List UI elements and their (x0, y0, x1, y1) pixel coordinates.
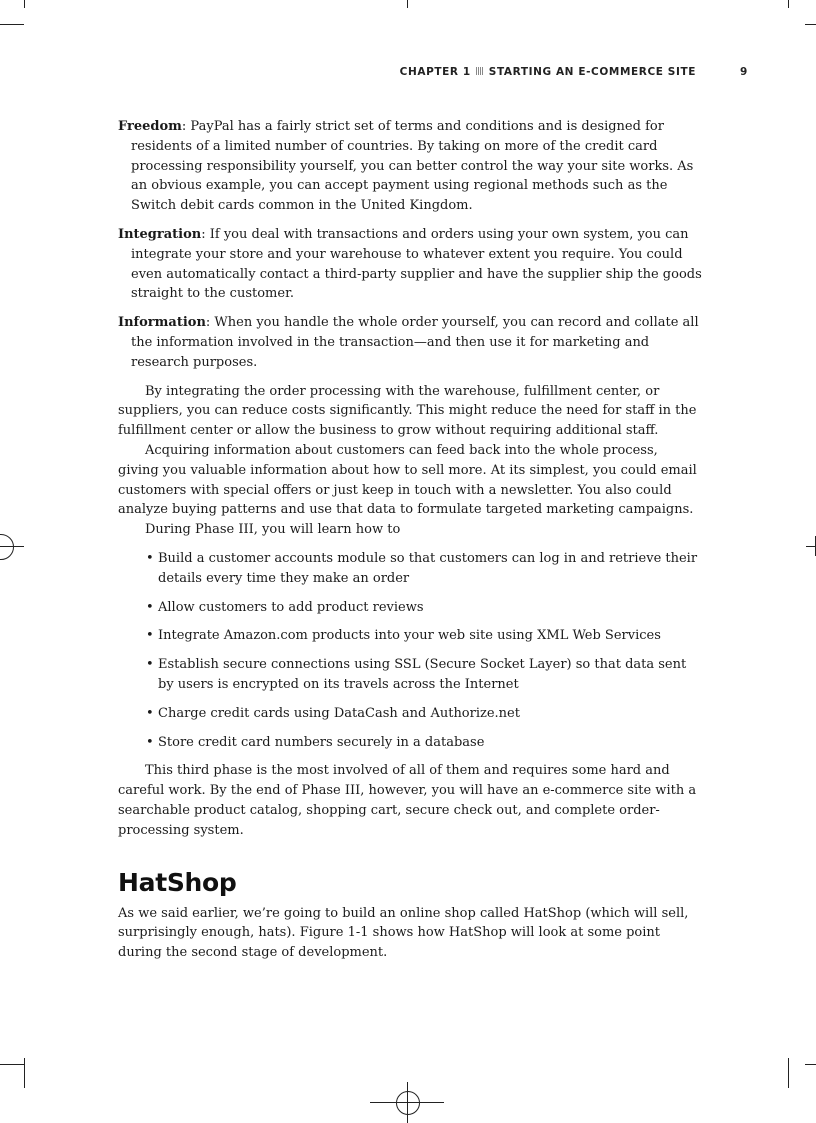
paragraph: This third phase is the most involved of all of them and requires some hard and careful work. By the end of Phase III, however, you will have an e-commerce site with a searchable product catalog, shopping cart, secure check out, and complete order-processing system. (118, 763, 697, 838)
crop-mark (24, 0, 25, 8)
list-item: • Establish secure connections using SSL (Secure Socket Layer) so that data sent by users is encrypted on its travels across the Internet (118, 655, 702, 695)
running-header (0, 66, 816, 80)
crop-mark (0, 1064, 24, 1065)
crop-mark (788, 1058, 789, 1088)
crop-mark (407, 0, 408, 8)
separator-icon (476, 67, 484, 75)
paragraph: Acquiring information about customers can feed back into the whole process, giving you valuable information about how to sell more. At its simplest, you could email customers with special offers or just keep in touch with a newsletter. You also could analyze buying patterns and use that data to formulate targeted marketing campaigns. (118, 442, 697, 518)
term-label: Information (118, 315, 206, 331)
benefit-freedom (118, 117, 702, 216)
crop-mark (0, 24, 24, 25)
paragraph: During Phase III, you will learn how to (145, 522, 401, 538)
crop-mark (24, 1058, 25, 1088)
section-heading: HatShop (118, 867, 237, 897)
crop-mark (805, 1064, 816, 1065)
list-item: • Integrate Amazon.com products into your web site using XML Web Services (118, 626, 702, 646)
crop-mark (805, 24, 816, 25)
phase3-list (118, 549, 702, 752)
list-item: • Charge credit cards using DataCash and Authorize.net (118, 704, 702, 724)
term-text: : If you deal with transactions and orders using your own system, you can integrate your store and your warehouse to whatever extent you require. You could even automatically contact a third-party supplier and have the supplier ship the goods straight to the customer. (131, 226, 702, 302)
benefit-information (118, 313, 702, 372)
page-number: 9 (740, 66, 748, 78)
section-paragraph: As we said earlier, we’re going to build an online shop called HatShop (which will sell, surprisingly enough, hats). Figure 1-1 shows how HatShop will look at some point during the second stage of development. (118, 905, 689, 961)
crop-mark (788, 0, 789, 8)
chapter-heading (400, 66, 696, 78)
paragraph: By integrating the order processing with the warehouse, fulfillment center, or suppliers, you can reduce costs significantly. This might reduce the need for staff in the fulfillment center or allow the business to grow without requiring additional staff. (118, 383, 697, 439)
term-label: Freedom (118, 119, 182, 134)
benefit-integration (118, 225, 702, 304)
chapter-title: STARTING AN E-COMMERCE SITE (488, 66, 696, 78)
term-label: Integration (118, 226, 202, 242)
registration-circle-bottom (396, 1091, 420, 1115)
chapter-label: CHAPTER 1 (399, 66, 471, 78)
term-text: : PayPal has a fairly strict set of terms and conditions and is designed for residents of a limited number of countries. By taking on more of the credit card processing responsibility yourself, you can better control the way your site works. As an obvious example, you can accept payment using regional methods such as the Switch debit cards common in the United Kingdom. (131, 119, 694, 214)
page-body (118, 117, 702, 963)
list-item: • Allow customers to add product reviews (118, 598, 702, 618)
term-text: : When you handle the whole order yourself, you can record and collate all the information involved in the transaction—and then use it for marketing and research purposes. (131, 315, 699, 370)
list-item: • Store credit card numbers securely in a database (118, 733, 702, 753)
registration-circle-left (0, 534, 14, 560)
list-item: • Build a customer accounts module so that customers can log in and retrieve their details every time they make an order (118, 549, 702, 589)
